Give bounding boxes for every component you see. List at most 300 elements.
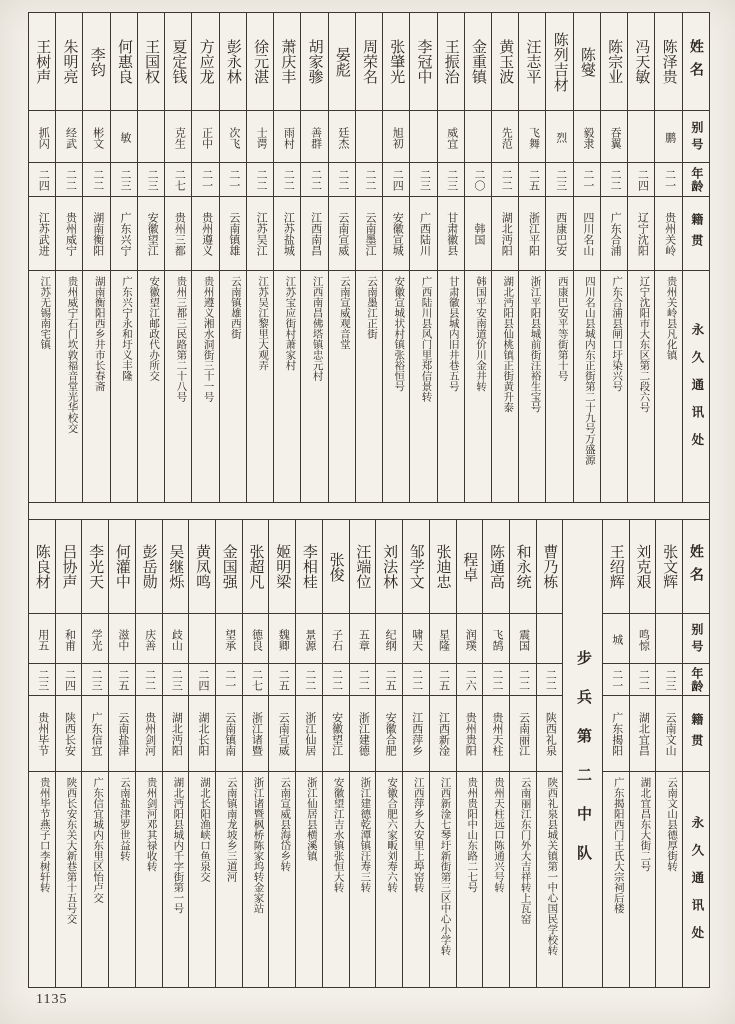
entry-name-cell: 王振治 (438, 13, 464, 111)
entry-address-cell: 贵州三都三民路第二十八号 (175, 276, 188, 402)
entry-alias-cell: 次飞 (220, 111, 246, 163)
entry-name-cell: 黄玉波 (492, 13, 518, 111)
entry-address-cell: 辽宁沈阳市大东区第二段六号 (638, 276, 651, 413)
unit-designation-column (563, 520, 603, 987)
entry-name-cell: 邹学文 (403, 520, 429, 614)
roster-entry-column (438, 13, 465, 502)
roster-entry-column (574, 13, 601, 502)
entry-address-cell: 云南盐津罗世益转 (118, 777, 131, 861)
entry-age-cell: 二三 (656, 664, 682, 696)
header-address-label: 永久通讯处 (689, 322, 704, 461)
entry-address-cell: 浙江仙居县横溪镇 (305, 777, 318, 861)
roster-entry-column (603, 520, 630, 987)
roster-entry-column (465, 13, 492, 502)
entry-age-cell: 二〇 (465, 163, 491, 197)
entry-name-cell: 王树声 (29, 13, 55, 111)
entry-alias-cell: 抓闪 (29, 111, 55, 163)
roster-entry-column (165, 13, 192, 502)
entry-age-cell: 二四 (628, 163, 654, 197)
entry-age-cell: 二二 (350, 664, 376, 696)
entry-name-cell: 曹乃栋 (537, 520, 563, 614)
entry-alias-cell: 旭初 (383, 111, 409, 163)
entry-address-cell: 陕西礼泉县城关镇第一中心国民学校转 (546, 777, 559, 956)
entry-name-cell: 冯天敏 (628, 13, 654, 111)
entry-age-cell: 二七 (165, 163, 191, 197)
header-name-label: 姓名 (683, 13, 709, 111)
roster-entry-column (296, 520, 323, 987)
entry-age-cell: 二四 (189, 664, 215, 696)
entry-origin-cell: 四川名山 (574, 197, 600, 271)
entry-address-cell: 湖北长阳渔峡口鱼泉交 (199, 777, 212, 882)
entry-alias-cell: 威宜 (438, 111, 464, 163)
entry-address-cell: 湖南衡阳西乡井市长春斋 (93, 276, 106, 392)
entry-alias-cell: 和甫 (56, 614, 82, 664)
entry-origin-cell: 贵州关岭 (655, 197, 681, 271)
entry-alias-cell: 鸣惊 (630, 614, 656, 664)
roster-entry-column (29, 520, 56, 987)
entry-alias-cell: 啸天 (403, 614, 429, 664)
entry-address-cell: 湖北沔阳县城内千字街第一号 (172, 777, 185, 914)
entry-alias-cell: 彬文 (83, 111, 109, 163)
entry-origin-cell: 云南镇雄 (220, 197, 246, 271)
entry-address-cell: 广西陆川县风门里郑信景转 (420, 276, 433, 402)
entry-alias-cell (465, 111, 491, 163)
entry-alias-cell: 润璞 (457, 614, 483, 664)
roster-entry-column (29, 13, 56, 502)
entry-alias-cell: 星隆 (430, 614, 456, 664)
entry-name-cell: 徐元湛 (247, 13, 273, 111)
entry-address-cell: 云南文山县德厚街转 (666, 777, 679, 872)
entry-age-cell: 二五 (376, 664, 402, 696)
entry-origin-cell: 湖北沔阳 (163, 696, 189, 772)
entry-origin-cell: 甘肃徽县 (438, 197, 464, 271)
entry-address-cell: 广东信宜城内东里区怡卢交 (92, 777, 105, 903)
entry-alias-cell: 廷杰 (329, 111, 355, 163)
entry-alias-cell: 城 (603, 614, 629, 664)
entry-address-cell: 安徽望江吉水镇张恒大转 (332, 777, 345, 893)
roster-entry-column (628, 13, 655, 502)
entry-name-cell: 李冠中 (410, 13, 436, 111)
entry-address-cell: 贵州关岭县凡化镇 (665, 276, 678, 360)
entry-age-cell: 二四 (383, 163, 409, 197)
roster-entry-column (376, 520, 403, 987)
entry-alias-cell: 经武 (56, 111, 82, 163)
entry-origin-cell: 江西新淦 (430, 696, 456, 772)
entry-name-cell: 方应龙 (192, 13, 218, 111)
entry-alias-cell (656, 614, 682, 664)
roster-entry-column (56, 13, 83, 502)
entry-age-cell: 二三 (138, 163, 164, 197)
entry-age-cell: 二五 (269, 664, 295, 696)
roster-entry-column (301, 13, 328, 502)
unit-designation-label: 步兵第二中队 (574, 649, 592, 884)
entry-address-cell: 江西新淦七琴圩新街第三区中心小学转 (439, 777, 452, 956)
entry-name-cell: 王国权 (138, 13, 164, 111)
entry-age-cell: 二二 (630, 664, 656, 696)
row-headers-column-bottom (683, 520, 709, 987)
roster-entry-column (630, 520, 657, 987)
entry-origin-cell: 湖北沔阳 (492, 197, 518, 271)
roster-entry-column (136, 520, 163, 987)
entry-age-cell: 二二 (329, 163, 355, 197)
entry-origin-cell: 西康巴安 (546, 197, 572, 271)
entry-origin-cell: 贵州剑河 (136, 696, 162, 772)
entry-origin-cell: 贵州毕节 (29, 696, 55, 772)
entry-address-cell: 浙江建德乾潭镇汪寿三转 (359, 777, 372, 893)
entry-name-cell: 汪端位 (350, 520, 376, 614)
entry-alias-cell (410, 111, 436, 163)
entry-name-cell: 吕协声 (56, 520, 82, 614)
entry-age-cell: 二六 (457, 664, 483, 696)
entry-origin-cell: 浙江平阳 (519, 197, 545, 271)
roster-entry-column (483, 520, 510, 987)
entry-origin-cell: 辽宁沈阳 (628, 197, 654, 271)
entry-age-cell: 二一 (216, 664, 242, 696)
table-gap (29, 503, 709, 519)
entry-address-cell: 西康巴安平等街第十号 (556, 276, 569, 381)
entry-alias-cell: 飞舞 (519, 111, 545, 163)
entry-alias-cell: 毅隶 (574, 111, 600, 163)
entry-name-cell: 张文辉 (656, 520, 682, 614)
entry-name-cell: 李光天 (82, 520, 108, 614)
entry-name-cell: 萧庆丰 (274, 13, 300, 111)
entry-address-cell: 甘肃徽县城内旧井巷五号 (447, 276, 460, 392)
entry-address-cell: 云南丽江东门外大吉祥转上瓦窑 (519, 777, 532, 924)
entry-alias-cell: 烈 (546, 111, 572, 163)
entry-address-cell: 安徽望江邮政代办所交 (148, 276, 161, 381)
entry-address-cell: 江苏宝应街村萧家村 (284, 276, 297, 371)
entry-age-cell: 二二 (56, 163, 82, 197)
entry-origin-cell: 江苏武进 (29, 197, 55, 271)
header-address-label: 永久通讯处 (689, 815, 704, 954)
entry-alias-cell: 雨村 (274, 111, 300, 163)
entry-alias-cell: 德良 (243, 614, 269, 664)
entry-age-cell: 二三 (111, 163, 137, 197)
entry-age-cell: 二二 (492, 163, 518, 197)
entry-origin-cell: 广东揭阳 (603, 696, 629, 772)
entry-name-cell: 金国强 (216, 520, 242, 614)
entry-address-cell: 贵州遵义湘水洞街三十一号 (202, 276, 215, 402)
entry-name-cell: 彭永林 (220, 13, 246, 111)
entry-address-cell: 贵州毕节燕子口李树轩转 (38, 777, 51, 893)
entry-age-cell: 二二 (537, 664, 563, 696)
entry-name-cell: 陈泽贵 (655, 13, 681, 111)
roster-entry-column (329, 13, 356, 502)
entry-address-cell: 广东合浦县闸口圩染兴号 (611, 276, 624, 392)
entry-name-cell: 晏彪 (329, 13, 355, 111)
header-alias-label: 别号 (683, 111, 709, 163)
roster-entry-column (192, 13, 219, 502)
entry-origin-cell: 陕西礼泉 (537, 696, 563, 772)
entry-name-cell: 胡家骖 (301, 13, 327, 111)
roster-entry-column (656, 520, 683, 987)
entry-address-cell: 四川名山县城内东正街第二十九号万盛源 (583, 276, 596, 465)
entry-age-cell: 二二 (601, 163, 627, 197)
entry-age-cell: 二五 (109, 664, 135, 696)
entry-address-cell: 安徽合肥六家畈刘寿六转 (386, 777, 399, 893)
entry-name-cell: 朱明亮 (56, 13, 82, 111)
entry-address-cell: 韩国平安南道价川金井转 (474, 276, 487, 392)
entry-age-cell: 二二 (510, 664, 536, 696)
entry-alias-cell: 庆善 (136, 614, 162, 664)
entry-origin-cell: 广东合浦 (601, 197, 627, 271)
entry-address-cell: 江苏吴江黎里大观弄 (257, 276, 270, 371)
page-frame (28, 12, 710, 988)
entry-age-cell: 二四 (29, 163, 55, 197)
entry-age-cell: 二二 (296, 664, 322, 696)
entry-name-cell: 陈列吉材 (546, 13, 572, 111)
entry-name-cell: 刘法林 (376, 520, 402, 614)
entry-origin-cell: 江西萍乡 (403, 696, 429, 772)
entry-name-cell: 周荣名 (356, 13, 382, 111)
entry-age-cell: 二五 (519, 163, 545, 197)
entry-alias-cell: 士谔 (247, 111, 273, 163)
entry-age-cell: 二一 (655, 163, 681, 197)
roster-entry-column (350, 520, 377, 987)
entry-alias-cell: 纪纲 (376, 614, 402, 664)
entry-origin-cell: 贵州三都 (165, 197, 191, 271)
entry-origin-cell: 广东信宜 (82, 696, 108, 772)
entry-origin-cell: 浙江建德 (350, 696, 376, 772)
entry-name-cell: 何惠良 (111, 13, 137, 111)
roster-entry-column (356, 13, 383, 502)
entry-age-cell: 二二 (323, 664, 349, 696)
entry-alias-cell: 子石 (323, 614, 349, 664)
roster-entry-column (243, 520, 270, 987)
entry-address-cell: 陕西长安东关大新巷第十五号交 (65, 777, 78, 924)
roster-entry-column (323, 520, 350, 987)
entry-origin-cell: 广东兴宁 (111, 197, 137, 271)
entry-name-cell: 陈通高 (483, 520, 509, 614)
entry-address-cell: 云南墨江正街 (366, 276, 379, 339)
entry-name-cell: 夏定钱 (165, 13, 191, 111)
entry-age-cell: 二三 (410, 163, 436, 197)
entry-age-cell: 二四 (56, 664, 82, 696)
entry-name-cell: 李钧 (83, 13, 109, 111)
entry-age-cell: 二二 (403, 664, 429, 696)
roster-entry-column (189, 520, 216, 987)
header-name-label: 姓名 (683, 520, 709, 614)
entry-alias-cell: 克生 (165, 111, 191, 163)
roster-entry-column (138, 13, 165, 502)
entry-name-cell: 张超凡 (243, 520, 269, 614)
entry-origin-cell: 贵州遵义 (192, 197, 218, 271)
entry-origin-cell: 贵州天柱 (483, 696, 509, 772)
entry-alias-cell: 吞翼 (601, 111, 627, 163)
roster-entry-column (457, 520, 484, 987)
roster-entry-column (82, 520, 109, 987)
entry-age-cell: 二一 (574, 163, 600, 197)
entry-age-cell: 二五 (430, 664, 456, 696)
entry-name-cell: 和永统 (510, 520, 536, 614)
entry-origin-cell: 江苏吴江 (247, 197, 273, 271)
entry-name-cell: 彭岳勋 (136, 520, 162, 614)
entry-name-cell: 姬明梁 (269, 520, 295, 614)
entry-origin-cell: 云南墨江 (356, 197, 382, 271)
entry-address-cell: 云南镇南龙坡乡三道河 (225, 777, 238, 882)
entry-origin-cell: 浙江仙居 (296, 696, 322, 772)
entry-age-cell: 二三 (82, 664, 108, 696)
entry-origin-cell: 贵州贵阳 (457, 696, 483, 772)
page-number: 1135 (36, 992, 68, 1007)
roster-entry-column (546, 13, 573, 502)
entry-address-cell: 湖北沔阳县仙桃镇正街黄升泰 (502, 276, 515, 413)
roster-table-top (29, 13, 709, 503)
entry-address-cell: 江西南昌佛塔镇忠元村 (311, 276, 324, 381)
entry-address-cell: 贵州剑河邓其禄收转 (145, 777, 158, 872)
entry-alias-cell: 正中 (192, 111, 218, 163)
entry-address-cell: 江苏无锡南宅镇 (39, 276, 52, 350)
entry-address-cell: 贵州天柱远口陈通兴号转 (492, 777, 505, 893)
entry-age-cell: 二一 (603, 664, 629, 696)
entry-origin-cell: 云南宣威 (329, 197, 355, 271)
header-age-label: 年龄 (683, 664, 709, 696)
entry-age-cell: 二三 (29, 664, 55, 696)
entry-address-cell: 江西萍乡大安里上埠窑转 (412, 777, 425, 893)
roster-entry-column (492, 13, 519, 502)
roster-entry-column (216, 520, 243, 987)
entry-alias-cell: 用五 (29, 614, 55, 664)
roster-entry-column (56, 520, 83, 987)
entry-address-cell: 广东兴宁永和圩义丰隆 (120, 276, 133, 381)
entry-name-cell: 吴继烁 (163, 520, 189, 614)
entry-origin-cell: 陕西长安 (56, 696, 82, 772)
roster-entry-column (111, 13, 138, 502)
entry-origin-cell: 浙江诸暨 (243, 696, 269, 772)
entry-name-cell: 刘克艰 (630, 520, 656, 614)
entry-name-cell: 张肇光 (383, 13, 409, 111)
entry-origin-cell: 云南文山 (656, 696, 682, 772)
roster-entry-column (519, 13, 546, 502)
entry-origin-cell: 江苏盐城 (274, 197, 300, 271)
entry-origin-cell: 贵州威宁 (56, 197, 82, 271)
roster-entry-column (163, 520, 190, 987)
entry-address-cell: 贵州贵阳中山东路二七号 (466, 777, 479, 893)
entry-alias-cell: 景源 (296, 614, 322, 664)
entry-origin-cell: 安徽合肥 (376, 696, 402, 772)
entry-age-cell: 二二 (483, 664, 509, 696)
entry-alias-cell: 滋中 (109, 614, 135, 664)
entry-name-cell: 黄凤鸣 (189, 520, 215, 614)
entry-alias-cell: 善群 (301, 111, 327, 163)
entry-alias-cell: 学光 (82, 614, 108, 664)
entry-age-cell: 二三 (438, 163, 464, 197)
entry-origin-cell: 广西陆川 (410, 197, 436, 271)
entry-alias-cell: 震国 (510, 614, 536, 664)
roster-entry-column (220, 13, 247, 502)
entry-name-cell: 李相桂 (296, 520, 322, 614)
entry-alias-cell: 望承 (216, 614, 242, 664)
entry-age-cell: 二一 (192, 163, 218, 197)
roster-entry-column (410, 13, 437, 502)
entry-age-cell: 二三 (163, 664, 189, 696)
entry-alias-cell: 鹏 (655, 111, 681, 163)
entry-name-cell: 程卓 (457, 520, 483, 614)
entry-origin-cell: 云南盐津 (109, 696, 135, 772)
row-headers-column-top (683, 13, 709, 502)
entry-name-cell: 金重镇 (465, 13, 491, 111)
entry-origin-cell: 安徽宣城 (383, 197, 409, 271)
entry-address-cell: 浙江诸暨枫桥陈家坞转金家站 (252, 777, 265, 914)
entry-name-cell: 何灌中 (109, 520, 135, 614)
entry-age-cell: 二二 (136, 664, 162, 696)
entry-name-cell: 张迪忠 (430, 520, 456, 614)
entry-age-cell: 二三 (546, 163, 572, 197)
entry-name-cell: 张俊 (323, 520, 349, 614)
entry-age-cell: 二二 (83, 163, 109, 197)
entry-age-cell: 二二 (301, 163, 327, 197)
roster-entry-column (601, 13, 628, 502)
entry-address-cell: 云南镇雄西街 (229, 276, 242, 339)
entry-name-cell: 汪志平 (519, 13, 545, 111)
roster-entry-column (83, 13, 110, 502)
entry-address-cell: 贵州威宁石门坎敦福音堂光华校交 (66, 276, 79, 434)
entry-origin-cell: 江西南昌 (301, 197, 327, 271)
entry-alias-cell: 五章 (350, 614, 376, 664)
entry-address-cell: 浙江平阳县城前街汪裕生宝号 (529, 276, 542, 413)
header-age-label: 年龄 (683, 163, 709, 197)
entry-address-cell: 湖北宜昌东大街二号 (639, 777, 652, 872)
roster-entry-column (109, 520, 136, 987)
entry-origin-cell: 云南宣威 (269, 696, 295, 772)
entry-address-cell: 广东揭阳西门王氏大宗祠后楼 (612, 777, 625, 914)
roster-entry-column (269, 520, 296, 987)
entry-age-cell: 二二 (274, 163, 300, 197)
entry-alias-cell: 魏卿 (269, 614, 295, 664)
roster-table-bottom (29, 519, 709, 987)
entry-alias-cell (356, 111, 382, 163)
entry-alias-cell (628, 111, 654, 163)
entry-alias-cell (537, 614, 563, 664)
entry-origin-cell: 湖北宜昌 (630, 696, 656, 772)
entry-name-cell: 陈宗业 (601, 13, 627, 111)
header-origin-label: 籍贯 (683, 197, 709, 271)
entry-name-cell: 陈燮 (574, 13, 600, 111)
entry-name-cell: 王绍辉 (603, 520, 629, 614)
entry-alias-cell: 先范 (492, 111, 518, 163)
entry-alias-cell (138, 111, 164, 163)
entry-origin-cell: 安徽望江 (323, 696, 349, 772)
entry-alias-cell: 飞鹄 (483, 614, 509, 664)
roster-entry-column (537, 520, 564, 987)
entry-alias-cell (189, 614, 215, 664)
entry-alias-cell: 歧山 (163, 614, 189, 664)
entry-age-cell: 二一 (220, 163, 246, 197)
roster-entry-column (430, 520, 457, 987)
roster-entry-column (403, 520, 430, 987)
roster-entry-column (274, 13, 301, 502)
entry-origin-cell: 安徽望江 (138, 197, 164, 271)
roster-entry-column (510, 520, 537, 987)
entry-address-cell: 云南宣威县海岱乡转 (279, 777, 292, 872)
entry-origin-cell: 湖南衡阳 (83, 197, 109, 271)
entry-origin-cell: 韩国 (465, 197, 491, 271)
roster-entry-column (383, 13, 410, 502)
header-origin-label: 籍贯 (683, 696, 709, 772)
roster-entry-column (247, 13, 274, 502)
entry-address-cell: 云南宣威观音堂 (338, 276, 351, 350)
roster-entry-column (655, 13, 682, 502)
entry-address-cell: 安徽宣城状村镇张裕恒号 (393, 276, 406, 392)
header-alias-label: 别号 (683, 614, 709, 664)
entry-origin-cell: 云南丽江 (510, 696, 536, 772)
entry-origin-cell: 湖北长阳 (189, 696, 215, 772)
entry-alias-cell: 敏 (111, 111, 137, 163)
entry-origin-cell: 云南镇南 (216, 696, 242, 772)
entry-age-cell: 二七 (243, 664, 269, 696)
entry-age-cell: 二二 (356, 163, 382, 197)
entry-age-cell: 二二 (247, 163, 273, 197)
